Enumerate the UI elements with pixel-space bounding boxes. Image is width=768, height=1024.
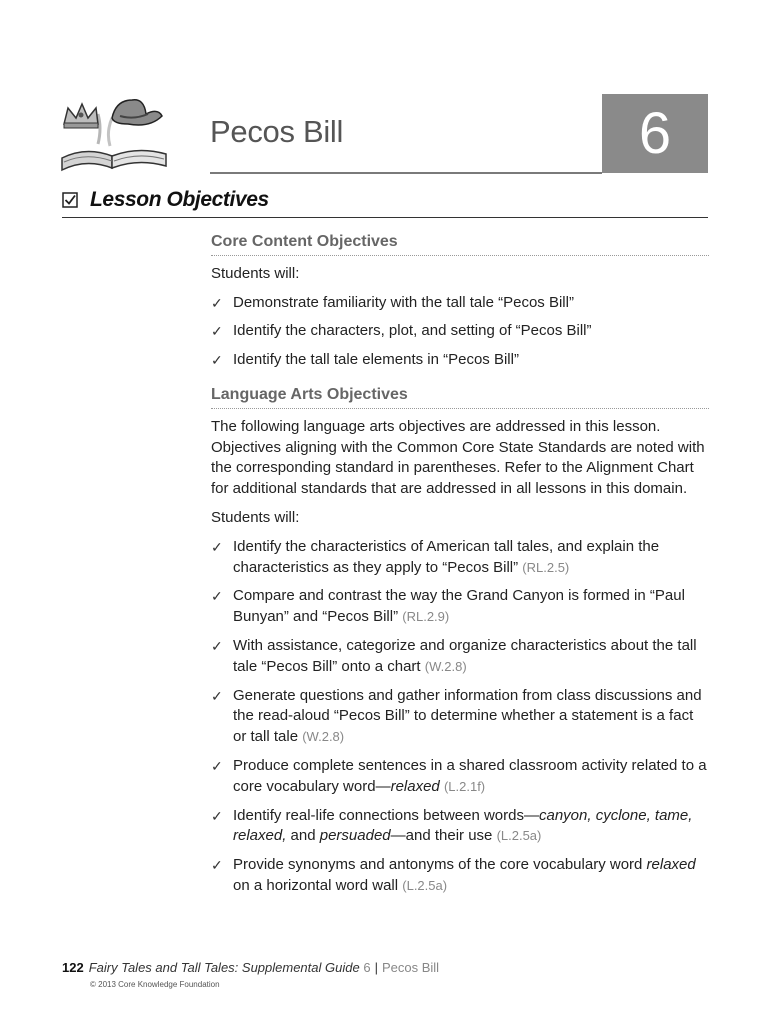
- check-mark-icon: ✓: [211, 538, 223, 555]
- book-crown-hat-illustration: [58, 92, 170, 172]
- check-mark-icon: ✓: [211, 323, 223, 340]
- language-arts-heading: Language Arts Objectives: [211, 385, 709, 409]
- footer-lesson-title: Pecos Bill: [381, 960, 440, 975]
- list-item: ✓ Identify real-life connections between words—canyon, cyclone, tame, relaxed, and persuaded—and their use (L.2.5a): [211, 806, 693, 845]
- standard-code: (W.2.8): [424, 658, 467, 674]
- standard-code: (W.2.8): [302, 729, 345, 745]
- core-objectives-list: [211, 293, 709, 371]
- language-arts-objectives-list: [211, 537, 709, 897]
- standard-code: (RL.2.5): [522, 559, 570, 575]
- objectives-divider: [62, 217, 708, 218]
- footer-separator: |: [374, 960, 378, 975]
- core-intro: Students will:: [211, 264, 300, 282]
- standard-code: (L.2.5a): [496, 828, 542, 844]
- language-arts-section: [211, 385, 709, 905]
- language-arts-paragraph: The following language arts objectives are addressed in this lesson. Objectives aligning with the Common Core State Standards are noted with the corresponding standard in parentheses. Refer to the Alignment Chart for additional standards that are addressed in all lessons in this domain.: [211, 417, 705, 498]
- list-item: ✓ Produce complete sentences in a shared classroom activity related to a core vocabulary word—relaxed (L.2.1f): [211, 756, 707, 795]
- check-mark-icon: ✓: [211, 687, 223, 704]
- guide-title: Fairy Tales and Tall Tales: Supplemental Guide: [88, 960, 360, 975]
- page-number: 122: [62, 960, 84, 975]
- check-mark-icon: ✓: [211, 807, 223, 824]
- core-content-heading: Core Content Objectives: [211, 232, 709, 256]
- language-arts-intro: Students will:: [211, 508, 300, 526]
- list-item: ✓ Identify the characters, plot, and setting of “Pecos Bill”: [211, 321, 709, 342]
- list-item: ✓ Identify the characteristics of American tall tales, and explain the characteristics as they apply to “Pecos Bill” (RL.2.5): [211, 537, 660, 576]
- core-content-section: [211, 232, 709, 379]
- checked-box-icon: [62, 192, 78, 208]
- lesson-title: Pecos Bill: [210, 114, 344, 149]
- standard-code: (L.2.5a): [402, 877, 448, 893]
- copyright-notice: © 2013 Core Knowledge Foundation: [90, 980, 220, 989]
- check-mark-icon: ✓: [211, 857, 223, 874]
- header-divider: [210, 172, 602, 174]
- check-mark-icon: ✓: [211, 757, 223, 774]
- list-item: ✓ With assistance, categorize and organize characteristics about the tall tale “Pecos Bill” onto a chart (W.2.8): [211, 636, 697, 675]
- guide-number: 6: [363, 960, 371, 975]
- list-item: ✓ Compare and contrast the way the Grand Canyon is formed in “Paul Bunyan” and “Pecos Bill” (RL.2.9): [211, 587, 685, 626]
- list-item: ✓ Provide synonyms and antonyms of the core vocabulary word relaxed on a horizontal word wall (L.2.5a): [211, 856, 700, 894]
- list-item: ✓ Identify the tall tale elements in “Pecos Bill”: [211, 350, 709, 371]
- check-mark-icon: ✓: [211, 352, 223, 369]
- check-mark-icon: ✓: [211, 294, 223, 311]
- standard-code: (L.2.1f): [443, 778, 486, 794]
- lesson-number-badge: 6: [602, 94, 708, 173]
- lesson-objectives-title: Lesson Objectives: [90, 188, 269, 211]
- list-item: ✓ Demonstrate familiarity with the tall tale “Pecos Bill”: [211, 293, 709, 314]
- page-footer: [62, 960, 439, 975]
- list-item: ✓ Generate questions and gather information from class discussions and the read-aloud “Pecos Bill” to determine whether a statement is a fact or tall tale (W.2.8): [211, 686, 702, 746]
- check-mark-icon: ✓: [211, 637, 223, 654]
- check-mark-icon: ✓: [211, 588, 223, 605]
- standard-code: (RL.2.9): [402, 609, 450, 625]
